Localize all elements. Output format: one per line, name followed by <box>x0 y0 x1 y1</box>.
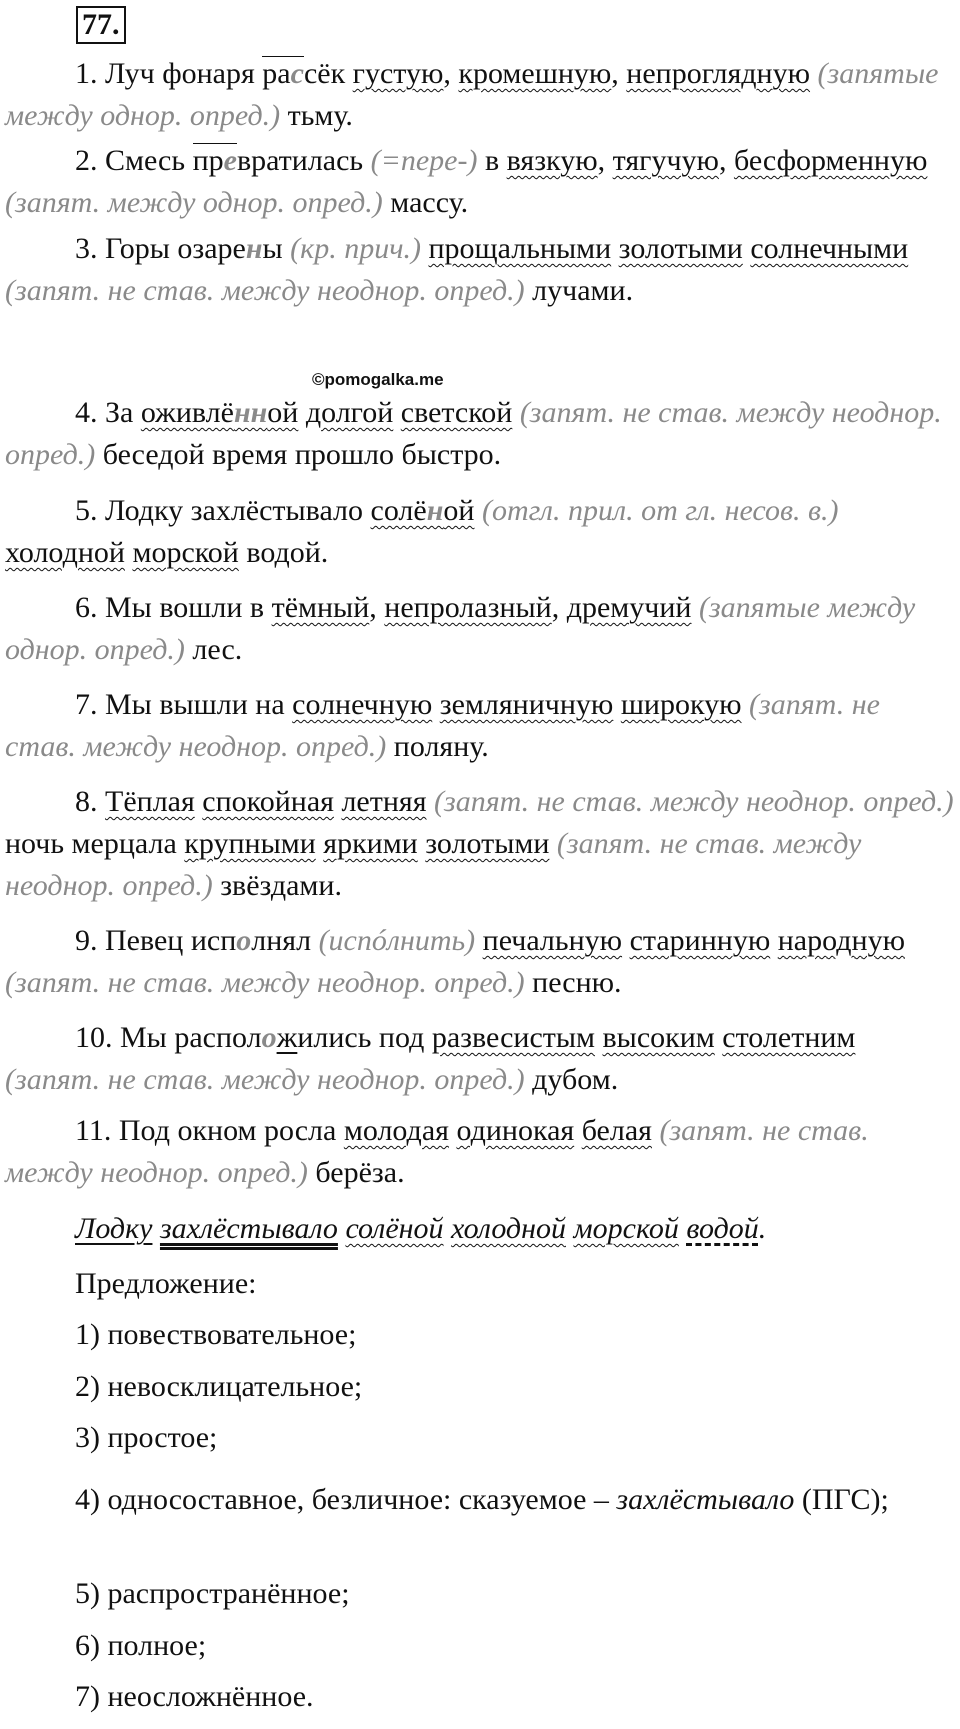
analysis-item: 6) полное; <box>75 1629 207 1662</box>
note: (запят. не став. между неоднор. опред.) <box>5 827 862 902</box>
sentence-2: 2. Смесь превратилась (=пере-) в вязкую, тягучую, бесформенную (запят. между однор. опред.) массу. <box>5 144 928 219</box>
note: (запят. не став. между неоднор. опред.) <box>434 785 954 818</box>
analysis-item: 1) повествовательное; <box>75 1318 357 1351</box>
sentence-10: 10. Мы расположились под развесистым высоким столетним (запят. не став. между неоднор. опред.) дубом. <box>5 1021 856 1096</box>
analysis-item-4: 4) односоставное, безличное: сказуемое – захлёстывало (ПГС); <box>75 1483 889 1516</box>
predicate-word: захлёстывало <box>159 1212 338 1245</box>
note: (отгл. прил. от гл. несов. в.) <box>481 494 839 527</box>
note: (запят. не став. между неоднор. опред.) <box>5 688 880 763</box>
note: (запятые между однор. опред.) <box>5 591 916 666</box>
sentence-11: 11. Под окном росла молодая одинокая белая (запят. не став. между неоднор. опред.) берёза. <box>5 1114 869 1189</box>
note: (запятые между однор. опред.) <box>5 57 939 132</box>
analysis-item: 5) распространённое; <box>75 1577 350 1610</box>
sentence-8: 8. Тёплая спокойная летняя (запят. не став. между неоднор. опред.) ночь мерцала крупными яркими золотыми (запят. не став. между неоднор. опред.) звёздами. <box>5 785 954 902</box>
exercise-number-box: 77. <box>76 6 126 44</box>
sentence-7: 7. Мы вышли на солнечную земляничную широкую (запят. не став. между неоднор. опред.) поляну. <box>5 688 880 763</box>
note: (запят. между однор. опред.) <box>5 186 383 219</box>
analysis-heading: Предложение: <box>75 1267 257 1300</box>
note: (запят. не став. между неоднор. опред.) <box>5 1063 525 1096</box>
subject-word: Лодку <box>75 1212 153 1245</box>
analysis-item: 3) простое; <box>75 1421 218 1454</box>
analysis-item: 2) невосклицательное; <box>75 1370 363 1403</box>
prefix-mark: рас <box>262 57 304 90</box>
sentence-3: 3. Горы озарены (кр. прич.) прощальными золотыми солнечными (запят. не став. между неоднор. опред.) лучами. <box>5 232 909 307</box>
sentence-1: 1. Луч фонаря рассёк густую, кромешную, непроглядную (запятые между однор. опред.) тьму. <box>5 57 939 132</box>
note: (запят. не став. между неоднор. опред.) <box>5 1114 869 1189</box>
sentence-5: 5. Лодку захлёстывало солёной (отгл. прил. от гл. несов. в.) холодной морской водой. <box>5 494 839 569</box>
sentence-6: 6. Мы вошли в тёмный, непролазный, дремучий (запятые между однор. опред.) лес. <box>5 591 916 666</box>
note: (запят. не став. между неоднор. опред.) <box>5 966 525 999</box>
note: (запят. не став. между неоднор. опред.) <box>5 396 942 471</box>
watermark: ©pomogalka.me <box>312 370 444 389</box>
prefix-mark: пре <box>192 144 237 177</box>
analysis-item: 7) неосложнённое. <box>75 1680 314 1713</box>
sentence-4: 4. За оживлённой долгой светской (запят. не став. между неоднор. опред.) беседой время прошло быстро. <box>5 396 942 471</box>
parsed-sentence: Лодку захлёстывало солёной холодной морской водой. <box>75 1212 767 1245</box>
sentence-9: 9. Певец исполнял (испóлнить) печальную старинную народную (запят. не став. между неоднор. опред.) песню. <box>5 924 905 999</box>
note: (запят. не став. между неоднор. опред.) <box>5 274 525 307</box>
